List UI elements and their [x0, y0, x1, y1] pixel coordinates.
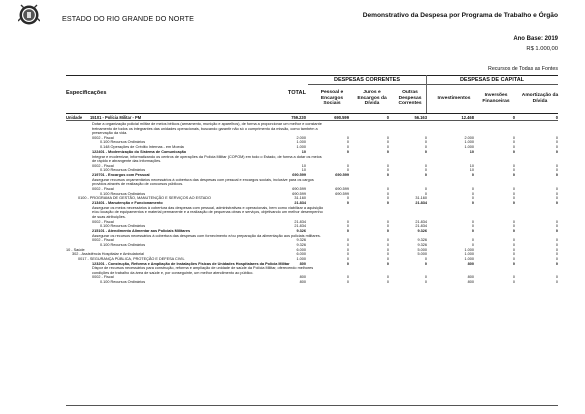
cell-amortizacao: 0 [555, 173, 558, 178]
state-coat-of-arms-icon [18, 4, 40, 26]
cell-amortizacao: 0 [555, 201, 558, 206]
cell-inversoes: 0 [512, 115, 515, 120]
row-label: 0002 - Fiscal [92, 219, 114, 224]
cell-investimentos: 1.000 [464, 145, 474, 150]
col-investimentos: Investimentos [437, 96, 471, 101]
cell-juros: 0 [386, 280, 389, 285]
cell-juros: 0 [386, 135, 389, 140]
cell-juros: 0 [386, 196, 389, 201]
cell-inversoes: 0 [512, 191, 515, 196]
cell-outras: 5.000 [417, 247, 427, 252]
cell-amortizacao: 0 [555, 186, 558, 191]
cell-investimentos: 1.000 [464, 247, 474, 252]
row-label: 0002 - Fiscal [92, 135, 114, 140]
cell-inversoes: 0 [512, 149, 515, 154]
row-label: 0017 - SEGURANÇA PÚBLICA, PROTEÇÃO E DEFESA CIVIL [78, 256, 185, 261]
cell-juros: 0 [386, 256, 389, 261]
row-label: 10 - Saúde [66, 247, 85, 252]
cell-inversoes: 0 [512, 261, 515, 266]
table-top-rule [66, 75, 558, 76]
cell-amortizacao: 0 [555, 280, 558, 285]
cell-outras: 9.326 [417, 228, 427, 233]
cell-amortizacao: 0 [555, 149, 558, 154]
cell-total: 800 [299, 275, 306, 280]
cell-inversoes: 0 [512, 135, 515, 140]
cell-total: 1.000 [296, 140, 306, 145]
col-inversoes: Inversões Financeiras [482, 93, 510, 104]
row-label: 0.100 Recursos Ordinários [100, 280, 146, 285]
row-label: 0002 - Fiscal [92, 186, 114, 191]
cell-inversoes: 0 [512, 163, 515, 168]
cell-juros: 0 [386, 219, 389, 224]
cell-investimentos: 0 [471, 242, 474, 247]
cell-total: 10 [301, 163, 306, 168]
cell-amortizacao: 0 [555, 163, 558, 168]
row-label: 123201 - Construção, Reforma e Ampliação de Instalações Físicas de Unidades Hospitalares da Polícia Militar [92, 261, 290, 266]
cell-outras: 0 [424, 191, 427, 196]
cell-juros: 0 [386, 238, 389, 243]
cell-amortizacao: 0 [555, 135, 558, 140]
row-label: 0002 - Fiscal [92, 275, 114, 280]
cell-inversoes: 0 [512, 228, 515, 233]
cell-amortizacao: 0 [555, 247, 558, 252]
cell-amortizacao: 0 [555, 275, 558, 280]
cell-total: 6.000 [296, 252, 306, 257]
cell-inversoes: 0 [512, 247, 515, 252]
cell-investimentos: 0 [471, 219, 474, 224]
cell-investimentos: 2.000 [464, 135, 474, 140]
row-label: 219701 - Encargos com Pessoal [92, 173, 150, 178]
cell-pessoal: 690.599 [335, 173, 349, 178]
col-total: TOTAL [287, 90, 306, 96]
cell-pessoal: 0 [346, 238, 349, 243]
description-row [0, 266, 585, 275]
header-bottom-rule [66, 113, 558, 114]
cell-total: 1.000 [296, 256, 306, 261]
cell-pessoal: 0 [346, 168, 349, 173]
cell-total: 690.599 [292, 191, 306, 196]
cell-inversoes: 0 [512, 238, 515, 243]
cell-pessoal: 0 [346, 275, 349, 280]
cell-total: 31.160 [294, 196, 306, 201]
cell-pessoal: 0 [346, 135, 349, 140]
cell-amortizacao: 0 [555, 242, 558, 247]
cell-pessoal: 0 [346, 145, 349, 150]
cell-amortizacao: 0 [555, 145, 558, 150]
cell-total: 9.326 [296, 242, 306, 247]
cell-juros: 0 [386, 168, 389, 173]
cell-pessoal: 0 [346, 242, 349, 247]
cell-inversoes: 0 [512, 145, 515, 150]
cell-inversoes: 0 [512, 186, 515, 191]
cell-total: 759.230 [291, 115, 306, 120]
cell-investimentos: 0 [471, 238, 474, 243]
cell-pessoal: 0 [346, 247, 349, 252]
cell-total: 6.000 [296, 247, 306, 252]
cell-outras: 0 [424, 261, 427, 266]
row-label: 215101 - Atendimento Alimentar aos Policiais Militares [92, 228, 191, 233]
cell-outras: 0 [424, 168, 427, 173]
cell-amortizacao: 0 [555, 196, 558, 201]
description-text: Assegurar os meios necessários à cobertura das despesas com pessoal, administrativas e operacionais, bem como viabilizar a aquisição e/ou locação de equipamentos e material permanente e a realização de pequenas obras e serviços, objetivando um melhor desempenho de suas atribuições. [92, 205, 324, 219]
cell-outras: 0 [424, 256, 427, 261]
cell-inversoes: 0 [512, 280, 515, 285]
cell-inversoes: 0 [512, 196, 515, 201]
cell-outras: 21.834 [415, 201, 427, 206]
description-text: Dotar a organização policial militar de meios bélicos (armamento, munição e aparelhos), de forma a proporcionar um melhor e constante treinamento de todos os integrantes das unidades operacionais, buscando garantir não só o cumprimento da missão, como também a preservação da vida. [92, 122, 322, 136]
row-label: 0002 - Fiscal [92, 238, 114, 243]
report-table-body [0, 116, 585, 285]
cell-total: 690.599 [292, 173, 306, 178]
description-text: Assegurar os recursos necessários à cobertura das despesas com fornecimento e/ou preparação da alimentação aos policiais militares. [92, 233, 321, 238]
cell-outras: 21.834 [415, 224, 427, 229]
cell-amortizacao: 0 [555, 115, 558, 120]
cell-inversoes: 0 [512, 252, 515, 257]
report-title: Demonstrativo da Despesa por Programa de Trabalho e Órgão [362, 12, 558, 19]
cell-amortizacao: 0 [555, 238, 558, 243]
cell-juros: 0 [386, 228, 389, 233]
cell-total: 21.834 [294, 201, 306, 206]
description-row [0, 206, 585, 220]
cell-investimentos: 800 [467, 275, 474, 280]
cell-pessoal: 0 [346, 163, 349, 168]
cell-investimentos: 0 [471, 186, 474, 191]
organization-name: ESTADO DO RIO GRANDE DO NORTE [62, 14, 195, 23]
cell-pessoal: 0 [346, 261, 349, 266]
cell-investimentos: 0 [471, 191, 474, 196]
cell-juros: 0 [386, 247, 389, 252]
cell-investimentos: 12.468 [461, 115, 474, 120]
cell-juros: 0 [386, 224, 389, 229]
cell-inversoes: 0 [512, 140, 515, 145]
funding-source-note: Recursos de Todas as Fontes [488, 66, 558, 72]
cell-inversoes: 0 [512, 219, 515, 224]
cell-investimentos: 10 [469, 168, 474, 173]
description-text: Integrar e modernizar, informatizando os centros de operações da Polícia Militar (COPOM) em todo o Estado, de forma a dotar os meios de rápido e abrangente das informações. [92, 154, 322, 164]
cell-juros: 0 [386, 163, 389, 168]
cell-outras: 0 [424, 186, 427, 191]
cell-outras: 31.160 [415, 196, 427, 201]
cell-juros: 0 [386, 115, 389, 120]
group-capital: DESPESAS DE CAPITAL [459, 77, 525, 83]
cell-pessoal: 0 [346, 224, 349, 229]
cell-amortizacao: 0 [555, 228, 558, 233]
description-row [0, 122, 585, 136]
cell-juros: 0 [386, 145, 389, 150]
cell-investimentos: 1.000 [464, 252, 474, 257]
cell-investimentos: 10 [469, 163, 474, 168]
group-rule [308, 84, 558, 85]
cell-investimentos: 0 [471, 196, 474, 201]
cell-juros: 0 [386, 173, 389, 178]
col-especificacoes: Especificações [66, 90, 107, 96]
unidade-label: Unidade [66, 115, 83, 120]
cell-pessoal: 690.599 [335, 186, 349, 191]
currency-unit: R$ 1.000,00 [526, 46, 558, 52]
cell-investimentos: 800 [467, 261, 474, 266]
cell-outras: 9.326 [417, 242, 427, 247]
base-year: Ano Base: 2019 [513, 36, 558, 42]
cell-investimentos: 1.000 [464, 256, 474, 261]
cell-amortizacao: 0 [555, 140, 558, 145]
cell-outras: 0 [424, 135, 427, 140]
cell-juros: 0 [386, 242, 389, 247]
cell-investimentos: 0 [471, 228, 474, 233]
cell-total: 1.000 [296, 145, 306, 150]
row-label: 0.100 Recursos Ordinários [100, 168, 146, 173]
row-label: 0.100 Recursos Ordinários [100, 224, 146, 229]
cell-total: 800 [299, 261, 306, 266]
cell-outras: 0 [424, 140, 427, 145]
col-amortizacao: Amortização da Dívida [521, 93, 559, 104]
row-label: 0100 - PROGRAMA DE GESTÃO, MANUTENÇÃO E SERVIÇOS AO ESTADO [78, 196, 211, 201]
cell-pessoal: 0 [346, 201, 349, 206]
cell-outras: 21.834 [415, 219, 427, 224]
cell-investimentos: 10 [469, 149, 474, 154]
cell-outras: 0 [424, 275, 427, 280]
cell-total: 9.326 [296, 228, 306, 233]
cell-total: 10 [301, 149, 306, 154]
description-text: Assegurar recursos orçamentários necessários à cobertura das despesas com pessoal e encargos sociais, inclusive para os cargos providos através de realização de concursos públicos. [92, 177, 314, 187]
cell-pessoal: 0 [346, 149, 349, 154]
cell-pessoal: 0 [346, 140, 349, 145]
cell-inversoes: 0 [512, 173, 515, 178]
cell-outras: 5.000 [417, 252, 427, 257]
cell-total: 690.599 [292, 186, 306, 191]
cell-total: 21.834 [294, 224, 306, 229]
cell-pessoal: 0 [346, 196, 349, 201]
cell-outras: 0 [424, 280, 427, 285]
cell-outras: 0 [424, 145, 427, 150]
cell-inversoes: 0 [512, 224, 515, 229]
cell-juros: 0 [386, 186, 389, 191]
row-label: 302 - Assistência Hospitalar e Ambulatorial [72, 252, 144, 257]
cell-investimentos: 0 [471, 173, 474, 178]
cell-inversoes: 0 [512, 201, 515, 206]
cell-amortizacao: 0 [555, 224, 558, 229]
cell-amortizacao: 0 [555, 168, 558, 173]
cell-inversoes: 0 [512, 275, 515, 280]
cell-investimentos: 800 [467, 280, 474, 285]
row-label: 122401 - Modernização do Sistema de Comunicação [92, 149, 187, 154]
row-label: 213401 - Manutenção e Funcionamento [92, 201, 163, 206]
cell-total: 2.000 [296, 135, 306, 140]
cell-juros: 0 [386, 261, 389, 266]
cell-juros: 0 [386, 149, 389, 154]
row-label: 0.100 Recursos Ordinários [100, 140, 146, 145]
description-row [0, 155, 585, 164]
cell-juros: 0 [386, 252, 389, 257]
col-juros: Juros e Encargos da Dívida [357, 90, 387, 107]
cell-juros: 0 [386, 201, 389, 206]
cell-amortizacao: 0 [555, 261, 558, 266]
cell-outras: 0 [424, 149, 427, 154]
cell-inversoes: 0 [512, 256, 515, 261]
cell-outras: 9.326 [417, 238, 427, 243]
row-label: 0.148 Operações de Crédito Internas - em Moeda [100, 145, 184, 150]
table-bottom-rule [66, 405, 558, 406]
unidade-name: 15101 - Polícia Militar - PM [90, 115, 142, 120]
cell-outras: 0 [424, 173, 427, 178]
table-row [0, 280, 585, 285]
cell-amortizacao: 0 [555, 252, 558, 257]
cell-investimentos: 1.000 [464, 140, 474, 145]
cell-pessoal: 0 [346, 219, 349, 224]
cell-pessoal: 690.599 [335, 191, 349, 196]
row-label: 0.100 Recursos Ordinários [100, 191, 146, 196]
cell-pessoal: 690.599 [334, 115, 349, 120]
cell-total: 21.834 [294, 219, 306, 224]
cell-amortizacao: 0 [555, 191, 558, 196]
cell-juros: 0 [386, 191, 389, 196]
col-outras: Outras Despesas Correntes [398, 90, 422, 107]
group-correntes: DESPESAS CORRENTES [333, 77, 400, 83]
row-label: 0002 - Fiscal [92, 163, 114, 168]
cell-juros: 0 [386, 140, 389, 145]
description-text: Dispor de recursos necessários para construção, reforma e ampliação de unidade de saúde da Polícia Militar, oferecendo melhores condições de trabalho da área de saúde e, por conseguinte, um melhor atendimento ao público. [92, 266, 314, 275]
col-pessoal: Pessoal e Encargos Sociais [320, 90, 344, 107]
cell-pessoal: 0 [346, 256, 349, 261]
cell-outras: 0 [424, 163, 427, 168]
row-label: 0.100 Recursos Ordinários [100, 242, 146, 247]
cell-outras: 56.163 [414, 115, 427, 120]
cell-total: 10 [301, 168, 306, 173]
cell-pessoal: 0 [346, 252, 349, 257]
cell-investimentos: 0 [471, 224, 474, 229]
cell-total: 9.326 [296, 238, 306, 243]
cell-amortizacao: 0 [555, 256, 558, 261]
cell-pessoal: 0 [346, 228, 349, 233]
cell-inversoes: 0 [512, 168, 515, 173]
cell-amortizacao: 0 [555, 219, 558, 224]
cell-pessoal: 0 [346, 280, 349, 285]
cell-juros: 0 [386, 275, 389, 280]
cell-total: 800 [299, 280, 306, 285]
cell-inversoes: 0 [512, 242, 515, 247]
description-row [0, 178, 585, 187]
cell-investimentos: 0 [471, 201, 474, 206]
